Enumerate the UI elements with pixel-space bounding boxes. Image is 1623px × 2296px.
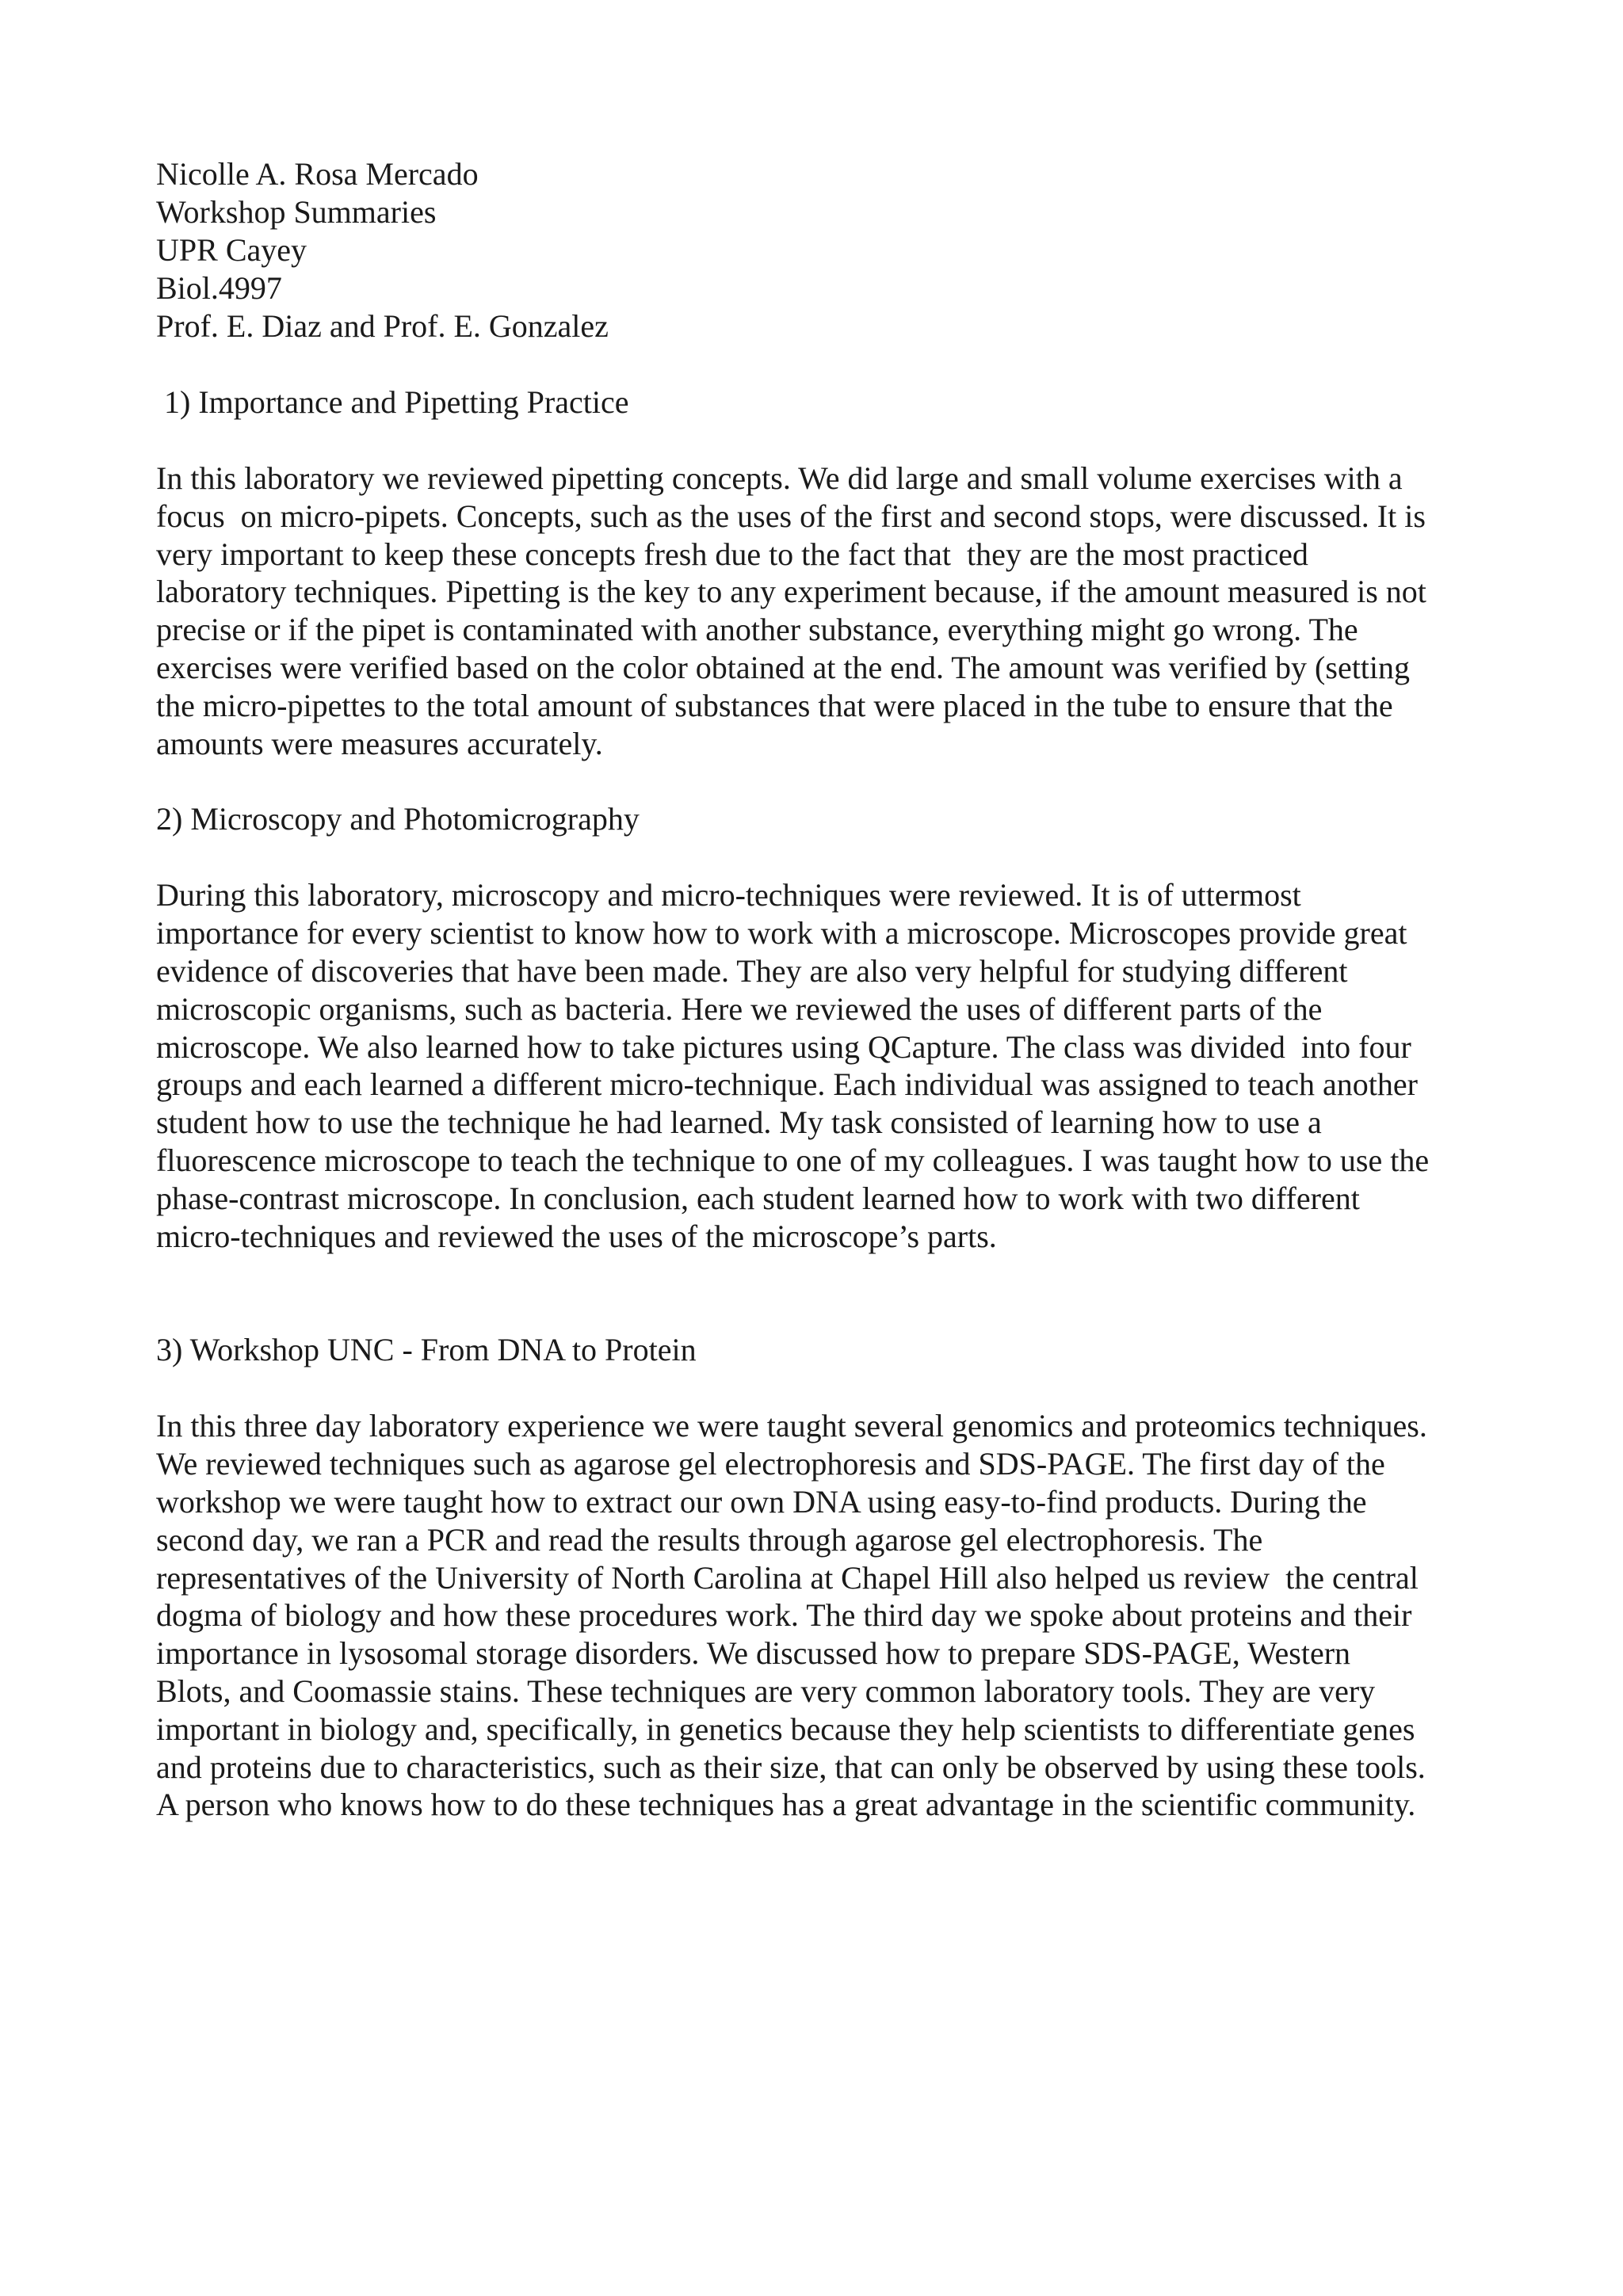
section-paragraph: [156, 876, 1487, 1255]
spacer: [156, 762, 1487, 800]
document-header: [156, 155, 1487, 345]
document-page: [156, 155, 1487, 1824]
spacer: [156, 421, 1487, 460]
paragraph-line: very important to keep these concepts fresh due to the fact that they are the most practiced: [156, 536, 1308, 572]
section-microscopy: [156, 800, 1487, 1255]
paragraph-line: importance for every scientist to know how to work with a microscope. Microscopes provide great: [156, 915, 1407, 952]
section-workshop-unc: [156, 1331, 1487, 1824]
paragraph-line: representatives of the University of North Carolina at Chapel Hill also helped us review the central: [156, 1559, 1419, 1596]
spacer: [156, 1369, 1487, 1407]
paragraph-line: A person who knows how to do these techniques has a great advantage in the scientific community.: [156, 1787, 1416, 1823]
paragraph-line: dogma of biology and how these procedures work. The third day we spoke about proteins and their: [156, 1597, 1412, 1634]
paragraph-line: evidence of discoveries that have been made. They are also very helpful for studying different: [156, 952, 1348, 989]
section-heading: 2) Microscopy and Photomicrography: [156, 801, 640, 837]
professors: Prof. E. Diaz and Prof. E. Gonzalez: [156, 308, 609, 344]
paragraph-line: micro-techniques and reviewed the uses of the microscope’s parts.: [156, 1218, 997, 1254]
paragraph-line: In this three day laboratory experience we were taught several genomics and proteomics techniques.: [156, 1408, 1427, 1444]
paragraph-line: the micro-pipettes to the total amount of substances that were placed in the tube to ensure that the: [156, 687, 1393, 723]
paragraph-line: exercises were verified based on the color obtained at the end. The amount was verified by (setting: [156, 649, 1411, 685]
paragraph-line: In this laboratory we reviewed pipetting concepts. We did large and small volume exercises with a: [156, 460, 1403, 496]
paragraph-line: laboratory techniques. Pipetting is the key to any experiment because, if the amount measured is not: [156, 574, 1426, 610]
paragraph-line: groups and each learned a different micro-technique. Each individual was assigned to teach another: [156, 1066, 1418, 1103]
course-code: Biol.4997: [156, 270, 282, 306]
paragraph-line: microscopic organisms, such as bacteria. Here we reviewed the uses of different parts of the: [156, 990, 1323, 1027]
paragraph-line: We reviewed techniques such as agarose gel electrophoresis and SDS-PAGE. The first day of the: [156, 1446, 1385, 1482]
institution: UPR Cayey: [156, 232, 307, 268]
paragraph-line: student how to use the technique he had learned. My task consisted of learning how to use a: [156, 1104, 1322, 1141]
paragraph-line: important in biology and, specifically, in genetics because they help scientists to differentiate genes: [156, 1711, 1415, 1747]
paragraph-line: and proteins due to characteristics, such as their size, that can only be observed by using these tools.: [156, 1749, 1426, 1785]
paragraph-line: focus on micro-pipets. Concepts, such as the uses of the first and second stops, were discussed. It is: [156, 498, 1426, 534]
author-name: Nicolle A. Rosa Mercado: [156, 156, 479, 192]
section-paragraph: [156, 460, 1487, 762]
paragraph-line: amounts were measures accurately.: [156, 725, 603, 761]
spacer: [156, 1255, 1487, 1331]
paragraph-line: importance in lysosomal storage disorders. We discussed how to prepare SDS-PAGE, Western: [156, 1635, 1351, 1672]
paragraph-line: fluorescence microscope to teach the technique to one of my colleagues. I was taught how to use the: [156, 1142, 1430, 1178]
paragraph-line: precise or if the pipet is contaminated with another substance, everything might go wrong. The: [156, 612, 1358, 648]
section-pipetting: [156, 383, 1487, 762]
paragraph-line: workshop we were taught how to extract our own DNA using easy-to-find products. During the: [156, 1483, 1367, 1520]
paragraph-line: Blots, and Coomassie stains. These techniques are very common laboratory tools. They are very: [156, 1672, 1376, 1709]
paragraph-line: second day, we ran a PCR and read the results through agarose gel electrophoresis. The: [156, 1521, 1263, 1558]
section-paragraph: [156, 1407, 1487, 1824]
section-heading: 3) Workshop UNC - From DNA to Protein: [156, 1332, 697, 1368]
spacer: [156, 838, 1487, 876]
spacer: [156, 345, 1487, 383]
document-title: Workshop Summaries: [156, 194, 437, 230]
section-heading: 1) Importance and Pipetting Practice: [156, 384, 629, 420]
paragraph-line: microscope. We also learned how to take pictures using QCapture. The class was divided into four: [156, 1028, 1411, 1065]
paragraph-line: phase-contrast microscope. In conclusion, each student learned how to work with two different: [156, 1180, 1360, 1216]
paragraph-line: During this laboratory, microscopy and micro-techniques were reviewed. It is of uttermost: [156, 877, 1301, 913]
